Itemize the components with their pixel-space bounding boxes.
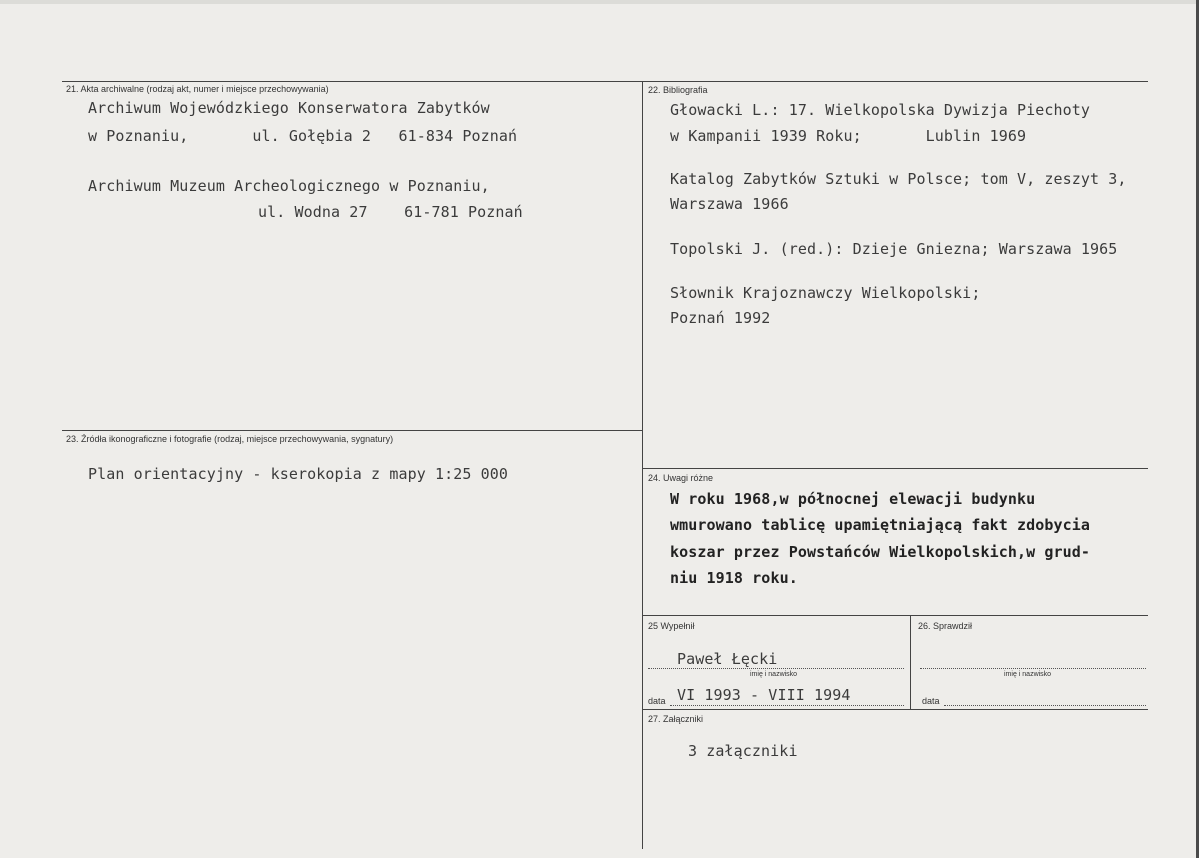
s22-line-6: Słownik Krajoznawczy Wielkopolski; <box>670 284 981 302</box>
s21-line-2: w Poznaniu, ul. Gołębia 2 61-834 Poznań <box>88 127 518 145</box>
s27-value: 3 załączniki <box>688 742 798 760</box>
rule-top <box>62 81 1148 82</box>
rule-s25-top <box>642 615 1148 616</box>
s22-line-5: Topolski J. (red.): Dzieje Gniezna; Warszawa 1965 <box>670 240 1118 258</box>
s23-label: 23. Źródła ikonograficzne i fotografie (rodzaj, miejsce przechowywania, sygnatury) <box>66 434 394 444</box>
s25-date-line <box>670 705 904 706</box>
s21-line-3: Archiwum Muzeum Archeologicznego w Poznaniu, <box>88 177 490 195</box>
s22-label: 22. Bibliografia <box>648 85 708 95</box>
s24-label: 24. Uwagi różne <box>648 473 714 483</box>
s24-line-4: niu 1918 roku. <box>670 569 798 587</box>
s26-label: 26. Sprawdził <box>918 621 973 631</box>
s21-label: 21. Akta archiwalne (rodzaj akt, numer i miejsce przechowywania) <box>66 84 329 94</box>
s23-line-1: Plan orientacyjny - kserokopia z mapy 1:25 000 <box>88 465 509 483</box>
s26-date-line <box>944 705 1146 706</box>
top-edge <box>0 0 1199 4</box>
s25-name-line <box>648 668 904 669</box>
s25-date-label: data <box>648 696 666 706</box>
s24-line-1: W roku 1968,w północnej elewacji budynku <box>670 490 1036 508</box>
s25-date: VI 1993 - VIII 1994 <box>677 686 851 704</box>
rule-s24-top <box>642 468 1148 469</box>
s21-line-4: ul. Wodna 27 61-781 Poznań <box>258 203 523 221</box>
s21-line-1: Archiwum Wojewódzkiego Konserwatora Zabytków <box>88 99 490 117</box>
s25-label: 25 Wypełnił <box>648 621 695 631</box>
rule-left-mid <box>62 430 642 431</box>
s24-line-3: koszar przez Powstańców Wielkopolskich,w grud- <box>670 543 1091 561</box>
s27-label: 27. Załączniki <box>648 714 704 724</box>
s26-date-label: data <box>922 696 940 706</box>
rule-center-vertical <box>642 81 643 849</box>
rule-s27-top <box>642 709 1148 710</box>
rule-s25-s26-divider <box>910 615 911 709</box>
s25-name-caption: imię i nazwisko <box>750 671 798 678</box>
s26-name-line <box>920 668 1146 669</box>
s24-line-2: wmurowano tablicę upamiętniającą fakt zdobycia <box>670 516 1091 534</box>
s22-line-2: w Kampanii 1939 Roku; Lublin 1969 <box>670 127 1027 145</box>
s22-line-7: Poznań 1992 <box>670 309 771 327</box>
s22-line-3: Katalog Zabytków Sztuki w Polsce; tom V, zeszyt 3, <box>670 170 1127 188</box>
s22-line-4: Warszawa 1966 <box>670 195 789 213</box>
s22-line-1: Głowacki L.: 17. Wielkopolska Dywizja Piechoty <box>670 101 1091 119</box>
s26-name-caption: imię i nazwisko <box>1004 671 1052 678</box>
s25-name: Paweł Łęcki <box>677 650 778 668</box>
